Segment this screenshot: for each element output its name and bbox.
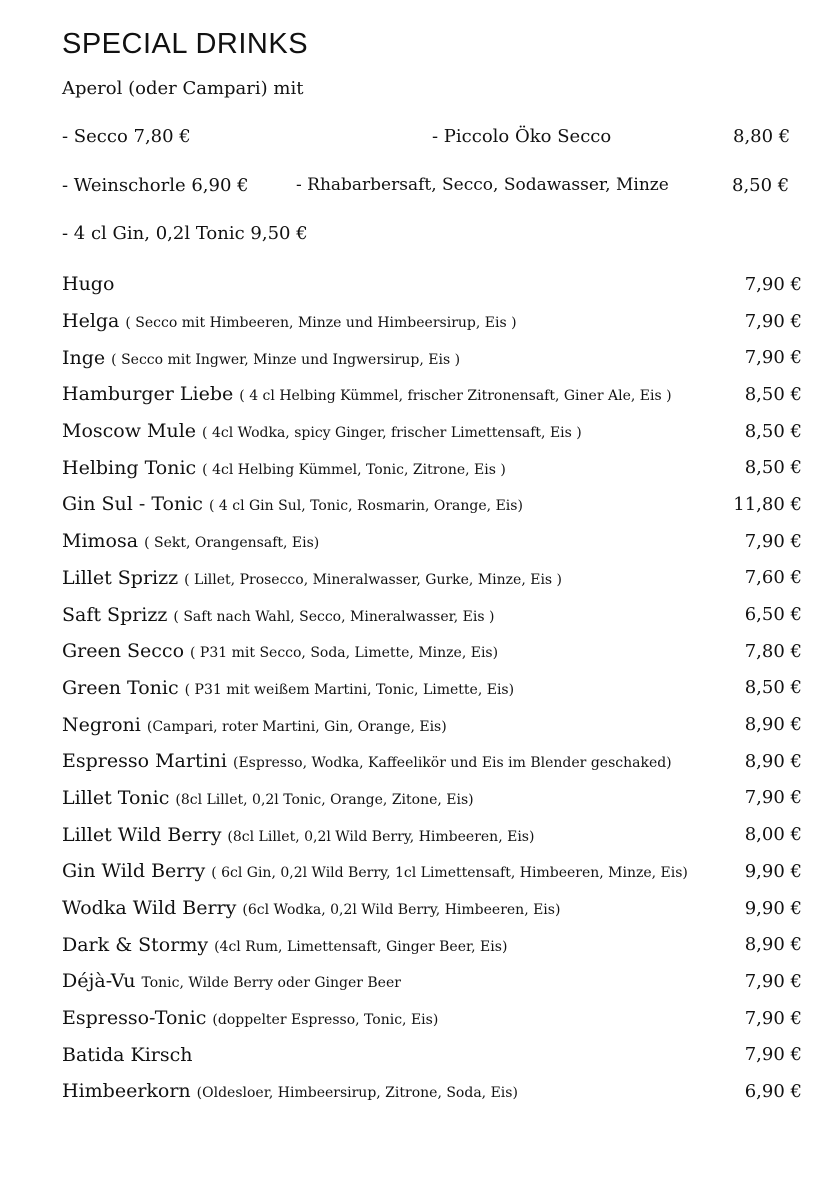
drink-price: 7,90 € (744, 530, 802, 552)
aperol-intro: Aperol (oder Campari) mit (62, 78, 304, 99)
aperol-option-rhabarber: - Rhabarbersaft, Secco, Sodawasser, Minze (296, 175, 669, 195)
drink-text (62, 714, 447, 736)
drink-description: ( 4cl Helbing Kümmel, Tonic, Zitrone, Eis ) (202, 461, 506, 478)
drink-text (62, 383, 672, 405)
list-item (62, 560, 804, 597)
drink-text (62, 347, 460, 369)
drink-text (62, 750, 672, 772)
drink-price: 7,80 € (744, 640, 802, 662)
drink-name: Green Tonic (62, 676, 179, 699)
drink-description: Tonic, Wilde Berry oder Ginger Beer (141, 975, 401, 992)
drink-name: Espresso Martini (62, 750, 227, 773)
drink-price: 6,90 € (744, 1080, 802, 1102)
list-item (62, 963, 804, 1000)
drink-description: (6cl Wodka, 0,2l Wild Berry, Himbeeren, Eis) (242, 902, 561, 919)
list-item (62, 670, 804, 707)
list-item (62, 523, 804, 560)
drink-text (62, 897, 560, 919)
list-item (62, 449, 804, 486)
drink-description: ( Sekt, Orangensaft, Eis) (144, 535, 320, 552)
list-item (62, 596, 804, 633)
drink-price: 7,90 € (744, 273, 802, 295)
drink-description: ( Secco mit Himbeeren, Minze und Himbeersirup, Eis ) (125, 315, 517, 332)
drink-price: 11,80 € (733, 493, 802, 515)
drink-price: 7,90 € (744, 970, 802, 992)
list-item (62, 706, 804, 743)
drink-name: Lillet Tonic (62, 786, 170, 809)
drink-text (62, 1080, 518, 1102)
drink-price: 7,90 € (744, 1007, 802, 1029)
list-item (62, 780, 804, 817)
aperol-option-gin-tonic: - 4 cl Gin, 0,2l Tonic 9,50 € (62, 223, 308, 244)
list-item (62, 1036, 804, 1073)
drink-text (62, 1044, 193, 1066)
list-item (62, 266, 804, 303)
drink-name: Wodka Wild Berry (62, 897, 237, 920)
list-item (62, 1073, 804, 1110)
drink-text (62, 824, 534, 846)
drink-text (62, 934, 507, 956)
drink-price: 6,50 € (744, 604, 802, 626)
drink-name: Hugo (62, 273, 115, 296)
list-item (62, 303, 804, 340)
drink-price: 8,90 € (744, 934, 802, 956)
drink-name: Negroni (62, 713, 141, 736)
aperol-option-weinschorle: - Weinschorle 6,90 € (62, 175, 249, 196)
list-item (62, 633, 804, 670)
list-item (62, 853, 804, 890)
drink-text (62, 970, 401, 992)
drink-name: Gin Wild Berry (62, 860, 206, 883)
drink-name: Moscow Mule (62, 420, 197, 443)
drink-description: ( P31 mit Secco, Soda, Limette, Minze, Eis) (190, 645, 499, 662)
drink-name: Déjà-Vu (62, 970, 136, 993)
list-item (62, 339, 804, 376)
aperol-option-secco: - Secco 7,80 € (62, 126, 191, 147)
drink-price: 8,90 € (744, 714, 802, 736)
drink-description: (Campari, roter Martini, Gin, Orange, Eis) (146, 718, 447, 735)
drink-price: 7,60 € (744, 567, 802, 589)
drink-description: ( Lillet, Prosecco, Mineralwasser, Gurke, Minze, Eis ) (184, 571, 563, 588)
drink-name: Dark & Stormy (62, 933, 209, 956)
drink-description: (Espresso, Wodka, Kaffeelikör und Eis im Blender geschaked) (232, 755, 672, 772)
drink-price: 8,50 € (744, 677, 802, 699)
drink-price: 7,90 € (744, 347, 802, 369)
drink-text (62, 860, 688, 882)
drink-text (62, 310, 517, 332)
aperol-option-piccolo: - Piccolo Öko Secco (432, 126, 612, 147)
drink-text (62, 493, 523, 515)
drink-name: Helga (62, 310, 120, 333)
aperol-option-piccolo-price: 8,80 € (733, 126, 791, 147)
drink-price: 8,50 € (744, 420, 802, 442)
drink-name: Gin Sul - Tonic (62, 493, 203, 516)
drink-price: 8,00 € (744, 824, 802, 846)
drink-text (62, 677, 514, 699)
drink-name: Espresso-Tonic (62, 1007, 207, 1030)
drink-text (62, 567, 562, 589)
drink-description: ( 4 cl Gin Sul, Tonic, Rosmarin, Orange, Eis) (208, 498, 523, 515)
list-item (62, 743, 804, 780)
drink-name: Mimosa (62, 530, 139, 553)
drink-price: 8,90 € (744, 750, 802, 772)
list-item (62, 890, 804, 927)
drink-text (62, 604, 494, 626)
list-item (62, 376, 804, 413)
list-item (62, 1000, 804, 1037)
drink-name: Green Secco (62, 640, 185, 663)
drink-text (62, 530, 319, 552)
drink-price: 8,50 € (744, 383, 802, 405)
drink-text (62, 640, 498, 662)
drink-description: (doppelter Espresso, Tonic, Eis) (212, 1012, 439, 1029)
drink-name: Inge (62, 346, 106, 369)
drink-name: Himbeerkorn (62, 1080, 191, 1103)
page-title: SPECIAL DRINKS (62, 28, 309, 60)
drink-price: 7,90 € (744, 787, 802, 809)
drink-description: (Oldesloer, Himbeersirup, Zitrone, Soda, Eis) (196, 1085, 518, 1102)
drink-text (62, 420, 582, 442)
list-item (62, 413, 804, 450)
drink-name: Hamburger Liebe (62, 383, 234, 406)
drink-description: (8cl Lillet, 0,2l Tonic, Orange, Zitone, Eis) (175, 791, 474, 808)
aperol-option-rhabarber-price: 8,50 € (732, 175, 790, 196)
drink-description: ( 6cl Gin, 0,2l Wild Berry, 1cl Limettensaft, Himbeeren, Minze, Eis) (211, 865, 688, 882)
drink-text (62, 273, 114, 295)
drink-text (62, 1007, 438, 1029)
drinks-list (62, 266, 804, 1110)
drink-price: 9,90 € (744, 860, 802, 882)
drink-price: 7,90 € (744, 1044, 802, 1066)
drink-description: ( P31 mit weißem Martini, Tonic, Limette, Eis) (184, 681, 515, 698)
drink-text (62, 457, 506, 479)
list-item (62, 926, 804, 963)
drink-description: ( Secco mit Ingwer, Minze und Ingwersirup, Eis ) (111, 351, 461, 368)
drink-description: (4cl Rum, Limettensaft, Ginger Beer, Eis) (214, 938, 508, 955)
drink-name: Lillet Wild Berry (62, 823, 222, 846)
list-item (62, 486, 804, 523)
drink-price: 8,50 € (744, 457, 802, 479)
drink-name: Batida Kirsch (62, 1043, 193, 1066)
drink-description: ( 4 cl Helbing Kümmel, frischer Zitronensaft, Giner Ale, Eis ) (239, 388, 672, 405)
drink-description: ( 4cl Wodka, spicy Ginger, frischer Limettensaft, Eis ) (202, 425, 582, 442)
drink-description: (8cl Lillet, 0,2l Wild Berry, Himbeeren, Eis) (227, 828, 535, 845)
drink-name: Lillet Sprizz (62, 566, 179, 589)
drink-price: 9,90 € (744, 897, 802, 919)
drink-price: 7,90 € (744, 310, 802, 332)
drink-name: Saft Sprizz (62, 603, 168, 626)
list-item (62, 816, 804, 853)
drink-text (62, 787, 474, 809)
drink-description: ( Saft nach Wahl, Secco, Mineralwasser, Eis ) (173, 608, 495, 625)
drink-name: Helbing Tonic (62, 456, 197, 479)
